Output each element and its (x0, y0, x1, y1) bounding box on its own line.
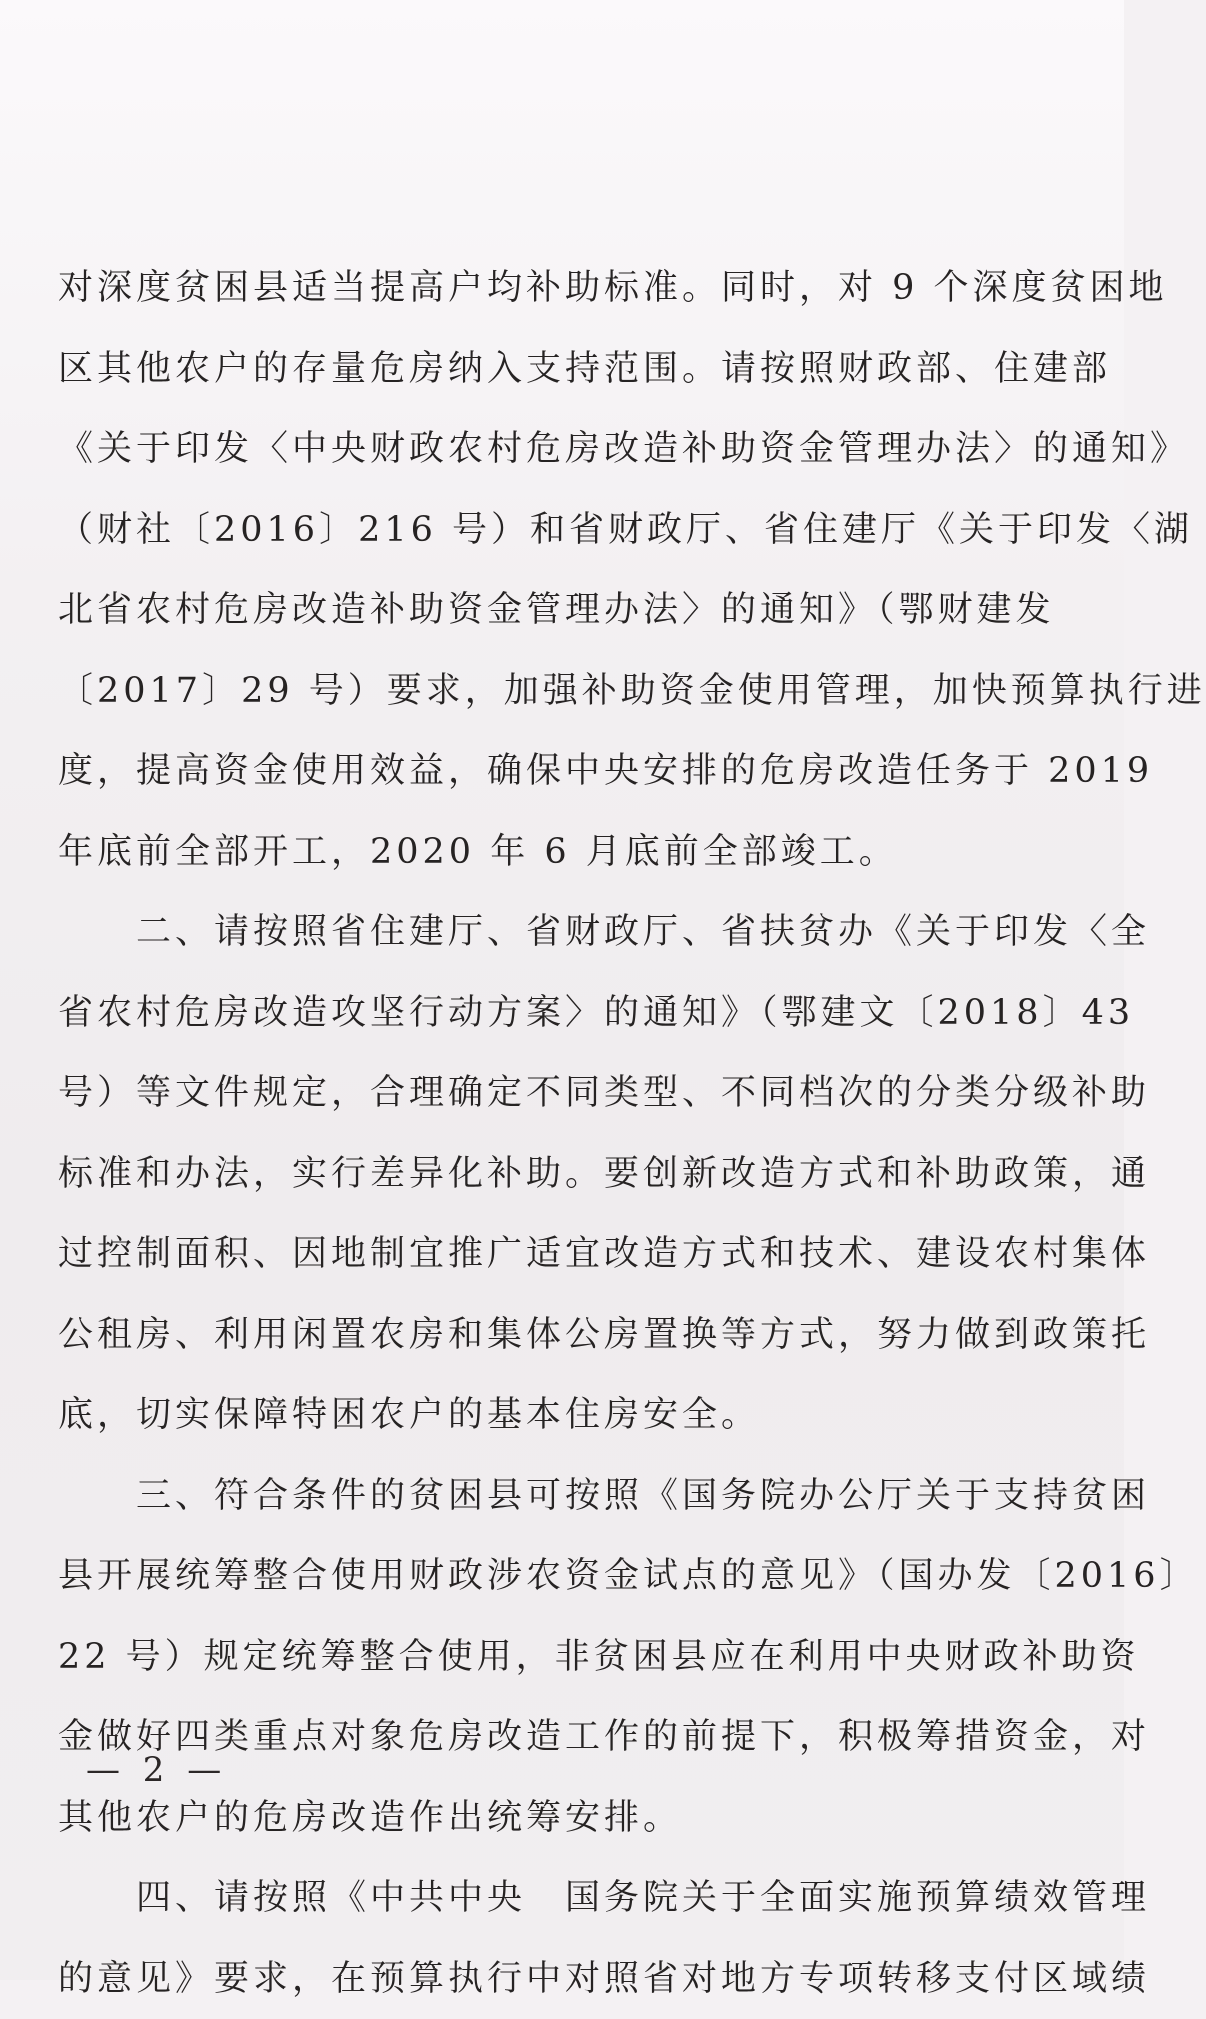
text-line: 区其他农户的存量危房纳入支持范围。请按照财政部、住建部 (58, 329, 1070, 410)
text-line: 对深度贫困县适当提高户均补助标准。同时，对 9 个深度贫困地 (58, 248, 1070, 329)
text-line: 金做好四类重点对象危房改造工作的前提下，积极筹措资金，对 (58, 1697, 1070, 1778)
text-line: （财社〔2016〕216 号）和省财政厅、省住建厅《关于印发〈湖 (58, 490, 1070, 571)
text-line: 22 号）规定统筹整合使用，非贫困县应在利用中央财政补助资 (58, 1617, 1070, 1698)
text-line: 标准和办法，实行差异化补助。要创新改造方式和补助政策，通 (58, 1134, 1070, 1215)
text-line: 号）等文件规定，合理确定不同类型、不同档次的分类分级补助 (58, 1053, 1070, 1134)
text-line: 《关于印发〈中央财政农村危房改造补助资金管理办法〉的通知》 (58, 409, 1070, 490)
text-line: 过控制面积、因地制宜推广适宜改造方式和技术、建设农村集体 (58, 1214, 1070, 1295)
text-line: 公租房、利用闲置农房和集体公房置换等方式，努力做到政策托 (58, 1295, 1070, 1376)
text-line: 四、请按照《中共中央 国务院关于全面实施预算绩效管理 (58, 1858, 1070, 1939)
text-line: 省农村危房改造攻坚行动方案〉的通知》（鄂建文〔2018〕43 (58, 973, 1070, 1054)
text-line: 年底前全部开工，2020 年 6 月底前全部竣工。 (58, 812, 1070, 893)
text-line: 底，切实保障特困农户的基本住房安全。 (58, 1375, 1070, 1456)
text-line: 北省农村危房改造补助资金管理办法〉的通知》（鄂财建发 (58, 570, 1070, 651)
text-line: 三、符合条件的贫困县可按照《国务院办公厅关于支持贫困 (58, 1456, 1070, 1537)
page-number: — 2 — (86, 1750, 227, 1790)
text-line: 度，提高资金使用效益，确保中央安排的危房改造任务于 2019 (58, 731, 1070, 812)
text-line: 县开展统筹整合使用财政涉农资金试点的意见》（国办发〔2016〕 (58, 1536, 1070, 1617)
text-line: 其他农户的危房改造作出统筹安排。 (58, 1778, 1070, 1859)
text-line: 〔2017〕29 号）要求，加强补助资金使用管理，加快预算执行进 (58, 651, 1070, 732)
text-line: 二、请按照省住建厅、省财政厅、省扶贫办《关于印发〈全 (58, 892, 1070, 973)
text-line: 的意见》要求，在预算执行中对照省对地方专项转移支付区域绩 (58, 1939, 1070, 2019)
